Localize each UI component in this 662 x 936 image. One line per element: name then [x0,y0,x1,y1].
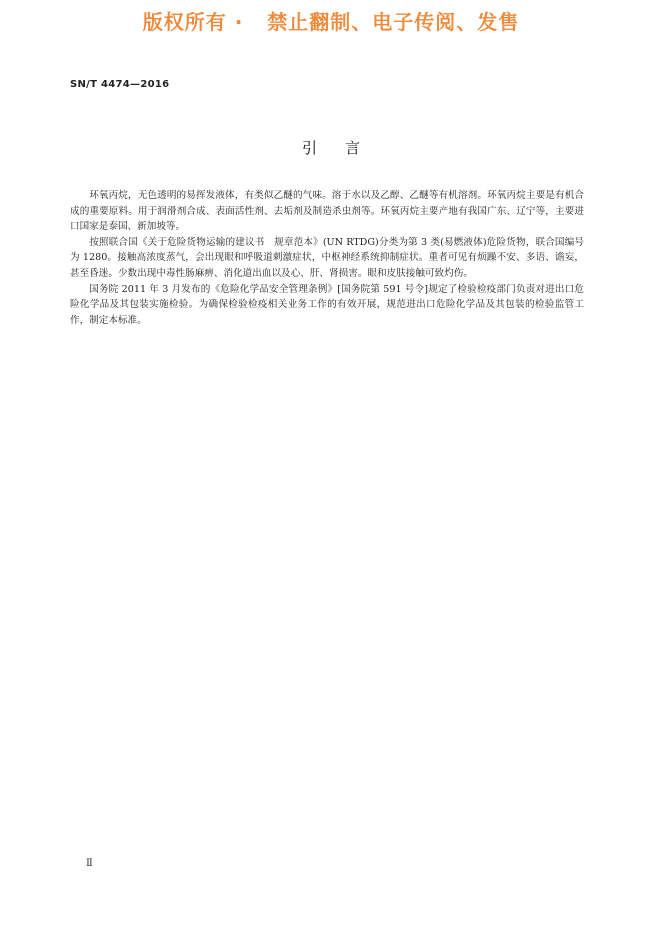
page-number: Ⅱ [86,858,93,869]
copyright-watermark: 版权所有 · 禁止翻制、电子传阅、发售 [142,10,520,34]
paragraph: 按照联合国《关于危险货物运输的建议书 规章范本》(UN RTDG)分类为第 3 类(易燃液体)危险货物，联合国编号为 1280。接触高浓度蒸气，会出现眼和呼吸道刺激症状，中枢神经系统抑制症状。重者可见有烦躁不安、多语、谵妄，甚至昏迷。少数出现中毒性肠麻痹、消化道出血以及心、肝、肾损害。眼和皮肤接触可致灼伤。 [70,236,584,279]
body-text [70,188,584,328]
paragraph: 环氧丙烷，无色透明的易挥发液体，有类似乙醚的气味。溶于水以及乙醇、乙醚等有机溶剂。环氧丙烷主要是有机合成的重要原料。用于润滑剂合成、表面活性剂、去垢剂及制造杀虫剂等。环氧丙烷主要产地有我国广东、辽宁等，主要进口国家是泰国、新加坡等。 [70,190,584,233]
section-title: 引言 [301,139,388,157]
document-code: SN/T 4474—2016 [70,79,170,90]
paragraph: 国务院 2011 年 3 月发布的《危险化学品安全管理条例》[国务院第 591 号令]规定了检验检疫部门负责对进出口危险化学品及其包装实施检验。为确保检验检疫相关业务工作的有效开展，规范进出口危险化学品及其包装的检验监管工作，制定本标准。 [70,283,584,326]
